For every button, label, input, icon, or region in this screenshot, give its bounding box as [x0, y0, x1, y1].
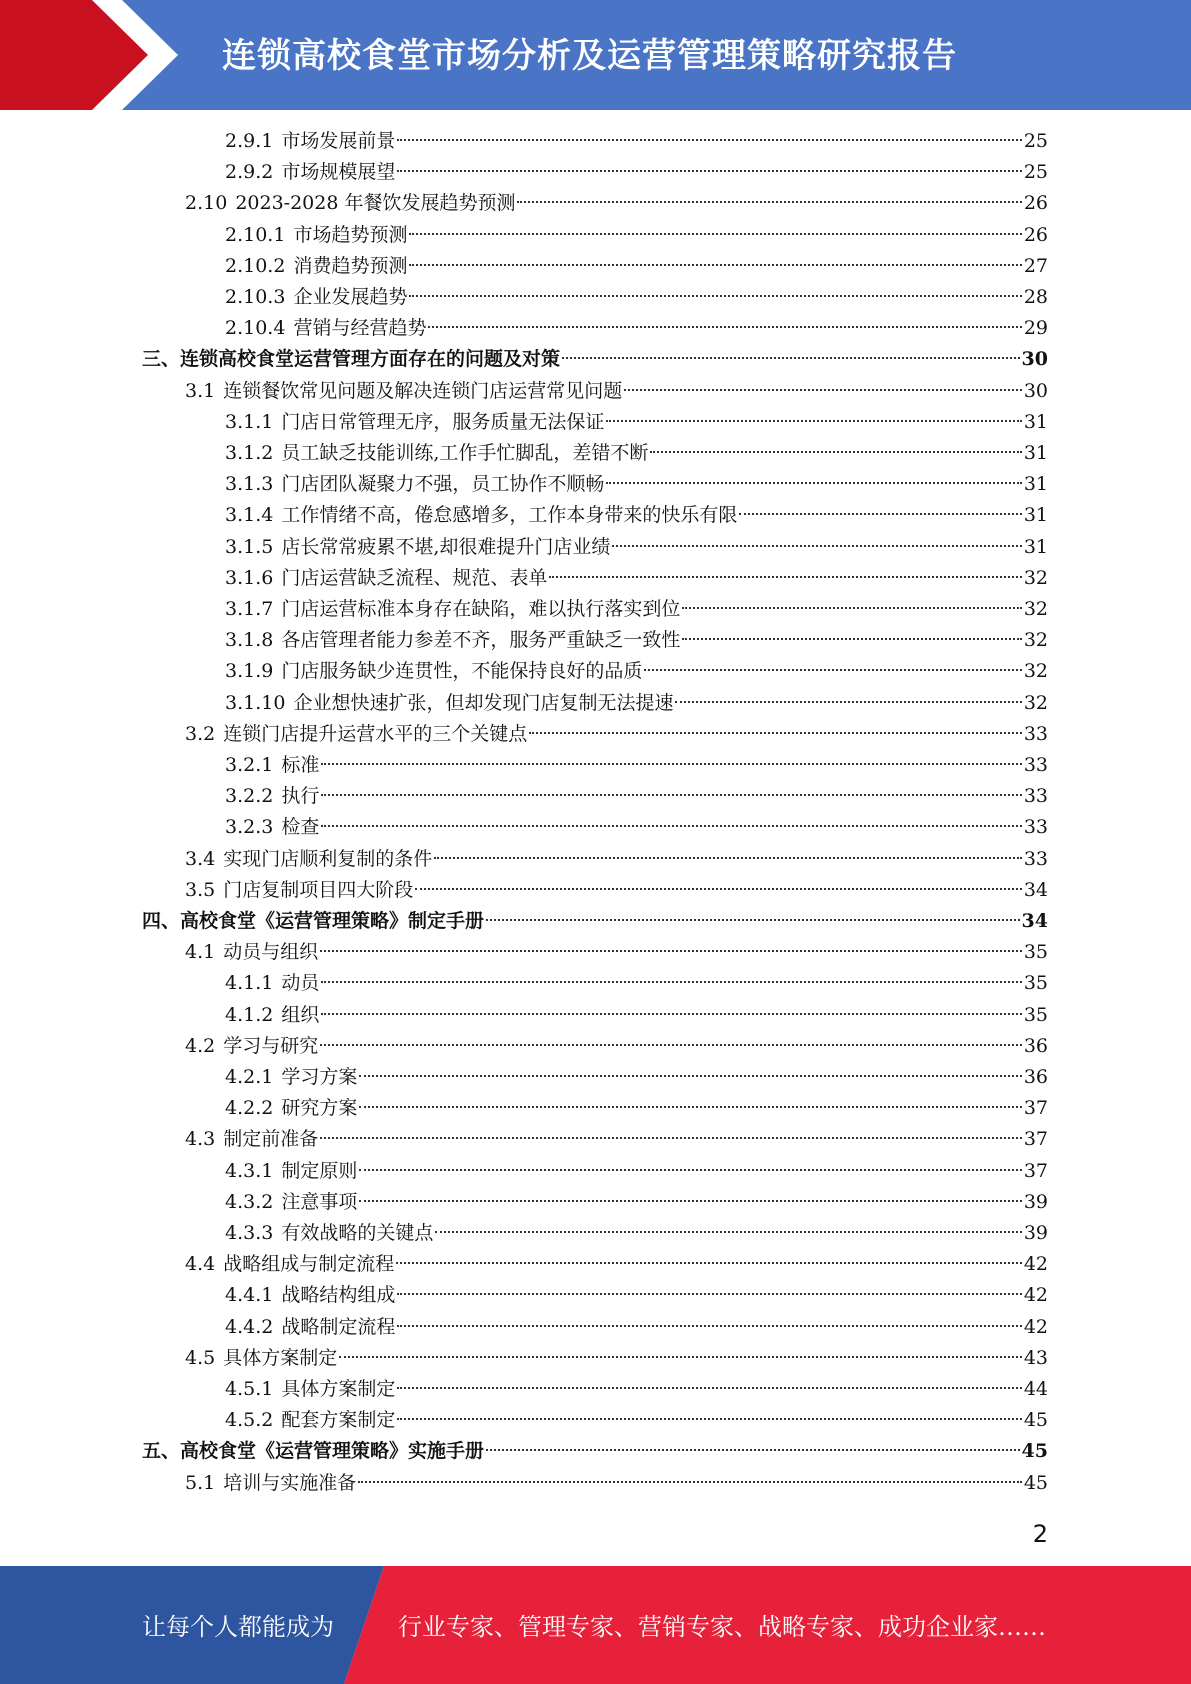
toc-entry-title: 动员与组织: [223, 941, 319, 963]
toc-entry[interactable]: [142, 906, 1048, 937]
toc-entry-number: 4.5: [185, 1347, 216, 1369]
toc-entry-number: 4.3.2: [225, 1191, 274, 1213]
toc-dot-leader: [529, 732, 1022, 734]
toc-entry-page: 28: [1023, 286, 1048, 308]
toc-entry-page: 25: [1023, 161, 1048, 183]
toc-dot-leader: [549, 576, 1021, 578]
toc-entry[interactable]: [225, 220, 1048, 251]
toc-entry-title: 2023-2028 年餐饮发展趋势预测: [235, 192, 516, 214]
toc-entry-page: 37: [1023, 1128, 1048, 1150]
toc-dot-leader: [606, 482, 1021, 484]
toc-entry-number: 四、: [142, 910, 181, 932]
toc-entry-title: 有效战略的关键点: [281, 1222, 434, 1244]
toc-entry-number: 3.1.3: [225, 473, 274, 495]
toc-entry[interactable]: [225, 1218, 1048, 1249]
toc-entry-page: 35: [1023, 972, 1048, 994]
toc-entry-page: 32: [1023, 629, 1048, 651]
toc-entry[interactable]: [225, 625, 1048, 656]
toc-entry-title: 战略结构组成: [281, 1284, 396, 1306]
toc-entry-page: 31: [1023, 504, 1048, 526]
toc-entry-number: 3.2.1: [225, 754, 274, 776]
toc-entry-page: 35: [1023, 941, 1048, 963]
toc-entry[interactable]: [185, 188, 1048, 219]
toc-dot-leader: [606, 420, 1021, 422]
toc-entry-number: 4.2.1: [225, 1066, 274, 1088]
toc-dot-leader: [358, 1481, 1022, 1483]
toc-entry[interactable]: [185, 1031, 1048, 1062]
toc-entry[interactable]: [225, 1374, 1048, 1405]
toc-entry[interactable]: [225, 1062, 1048, 1093]
toc-entry-page: 37: [1023, 1160, 1048, 1182]
toc-entry[interactable]: [185, 1468, 1048, 1499]
toc-dot-leader: [517, 201, 1021, 203]
toc-entry-number: 3.1.7: [225, 598, 274, 620]
toc-entry-number: 五、: [142, 1440, 181, 1462]
toc-entry-number: 2.10.1: [225, 224, 286, 246]
toc-dot-leader: [397, 1325, 1021, 1327]
toc-entry[interactable]: [185, 376, 1048, 407]
toc-dot-leader: [397, 1387, 1021, 1389]
toc-entry-number: 3.4: [185, 848, 216, 870]
toc-entry-title: 门店服务缺少连贯性，不能保持良好的品质: [281, 660, 643, 682]
toc-entry[interactable]: [185, 1343, 1048, 1374]
toc-entry-title: 配套方案制定: [281, 1409, 396, 1431]
toc-entry-page: 31: [1023, 411, 1048, 433]
toc-dot-leader: [397, 1418, 1021, 1420]
toc-dot-leader: [486, 919, 1020, 921]
toc-entry-number: 三、: [142, 348, 181, 370]
toc-dot-leader: [397, 139, 1021, 141]
toc-entry-title: 连锁门店提升运营水平的三个关键点: [223, 723, 528, 745]
toc-entry[interactable]: [185, 1249, 1048, 1280]
toc-entry-title: 学习与研究: [223, 1035, 319, 1057]
toc-dot-leader: [359, 1106, 1021, 1108]
toc-entry-number: 2.10.4: [225, 317, 286, 339]
toc-entry-number: 2.10: [185, 192, 228, 214]
toc-entry[interactable]: [225, 1000, 1048, 1031]
toc-entry-page: 39: [1023, 1191, 1048, 1213]
toc-entry-page: 42: [1023, 1316, 1048, 1338]
toc-entry-title: 连锁餐饮常见问题及解决连锁门店运营常见问题: [223, 380, 623, 402]
toc-entry-number: 2.9.1: [225, 130, 274, 152]
toc-entry-page: 33: [1023, 785, 1048, 807]
toc-entry[interactable]: [185, 875, 1048, 906]
toc-entry-page: 32: [1023, 692, 1048, 714]
toc-entry[interactable]: [225, 563, 1048, 594]
toc-entry-number: 4.5.2: [225, 1409, 274, 1431]
toc-entry[interactable]: [225, 1187, 1048, 1218]
toc-entry-number: 3.1.4: [225, 504, 274, 526]
toc-dot-leader: [397, 170, 1021, 172]
toc-entry-title: 员工缺乏技能训练,工作手忙脚乱，差错不断: [281, 442, 649, 464]
toc-entry-title: 各店管理者能力参差不齐，服务严重缺乏一致性: [281, 629, 681, 651]
toc-entry[interactable]: [185, 937, 1048, 968]
toc-entry-title: 具体方案制定: [223, 1347, 338, 1369]
toc-entry-title: 市场趋势预测: [293, 224, 408, 246]
toc-dot-leader: [321, 794, 1021, 796]
toc-entry-title: 店长常常疲累不堪,却很难提升门店业绩: [281, 536, 611, 558]
toc-entry-number: 3.1.5: [225, 536, 274, 558]
toc-entry-title: 组织: [281, 1004, 320, 1026]
toc-entry-page: 31: [1023, 536, 1048, 558]
toc-entry[interactable]: [225, 812, 1048, 843]
toc-dot-leader: [409, 295, 1021, 297]
toc-entry[interactable]: [225, 594, 1048, 625]
toc-entry-number: 4.2.2: [225, 1097, 274, 1119]
toc-entry[interactable]: [225, 251, 1048, 282]
toc-entry-title: 制定原则: [281, 1160, 358, 1182]
toc-entry[interactable]: [225, 688, 1048, 719]
toc-dot-leader: [409, 264, 1021, 266]
toc-entry-page: 33: [1023, 754, 1048, 776]
toc-entry-page: 29: [1023, 317, 1048, 339]
toc-entry-number: 2.10.2: [225, 255, 286, 277]
toc-entry-number: 4.4.1: [225, 1284, 274, 1306]
toc-entry[interactable]: [225, 1312, 1048, 1343]
toc-entry-number: 4.1: [185, 941, 216, 963]
toc-entry-page: 43: [1023, 1347, 1048, 1369]
toc-entry[interactable]: [185, 719, 1048, 750]
toc-entry-title: 高校食堂《运营管理策略》实施手册: [180, 1440, 485, 1462]
toc-dot-leader: [397, 1293, 1021, 1295]
toc-entry-number: 3.1.9: [225, 660, 274, 682]
toc-entry-title: 注意事项: [281, 1191, 358, 1213]
toc-entry[interactable]: [225, 1093, 1048, 1124]
toc-entry[interactable]: [225, 407, 1048, 438]
toc-entry-page: 30: [1023, 380, 1048, 402]
toc-entry-title: 门店团队凝聚力不强，员工协作不顺畅: [281, 473, 605, 495]
toc-entry-page: 27: [1023, 255, 1048, 277]
toc-entry-number: 3.1.10: [225, 692, 286, 714]
toc-entry-title: 培训与实施准备: [223, 1472, 357, 1494]
toc-entry-number: 3.1.1: [225, 411, 274, 433]
toc-entry-title: 学习方案: [281, 1066, 358, 1088]
header-banner: [0, 0, 1191, 110]
toc-dot-leader: [486, 1449, 1020, 1451]
toc-entry[interactable]: [225, 126, 1048, 157]
toc-dot-leader: [359, 1075, 1021, 1077]
toc-entry-title: 制定前准备: [223, 1128, 319, 1150]
toc-entry[interactable]: [225, 313, 1048, 344]
toc-dot-leader: [321, 825, 1021, 827]
toc-entry[interactable]: [225, 500, 1048, 531]
footer-slogan-left: 让每个人都能成为: [142, 1613, 334, 1641]
toc-dot-leader: [415, 888, 1022, 890]
toc-entry-number: 3.1: [185, 380, 216, 402]
toc-dot-leader: [321, 1013, 1021, 1015]
toc-entry-page: 33: [1023, 723, 1048, 745]
toc-entry-title: 市场规模展望: [281, 161, 396, 183]
toc-entry-title: 门店日常管理无序，服务质量无法保证: [281, 411, 605, 433]
toc-entry-title: 连锁高校食堂运营管理方面存在的问题及对策: [180, 348, 561, 370]
toc-entry-page: 36: [1023, 1066, 1048, 1088]
toc-entry-number: 4.3.1: [225, 1160, 274, 1182]
toc-dot-leader: [320, 1137, 1022, 1139]
toc-entry-number: 3.1.6: [225, 567, 274, 589]
toc-entry-number: 2.10.3: [225, 286, 286, 308]
toc-entry[interactable]: [142, 1436, 1048, 1467]
toc-entry-page: 39: [1023, 1222, 1048, 1244]
toc-entry[interactable]: [185, 1124, 1048, 1155]
toc-entry[interactable]: [225, 656, 1048, 687]
toc-entry-number: 4.3.3: [225, 1222, 274, 1244]
toc-entry[interactable]: [225, 532, 1048, 563]
toc-entry-page: 33: [1023, 816, 1048, 838]
toc-entry-number: 3.1.2: [225, 442, 274, 464]
toc-dot-leader: [320, 950, 1022, 952]
toc-entry-page: 42: [1023, 1284, 1048, 1306]
toc-entry-page: 36: [1023, 1035, 1048, 1057]
toc-dot-leader: [612, 545, 1021, 547]
toc-dot-leader: [739, 513, 1021, 515]
toc-entry-page: 44: [1023, 1378, 1048, 1400]
toc-entry-title: 具体方案制定: [281, 1378, 396, 1400]
toc-entry-title: 市场发展前景: [281, 130, 396, 152]
toc-entry-number: 4.4.2: [225, 1316, 274, 1338]
toc-entry-title: 检查: [281, 816, 320, 838]
toc-entry[interactable]: [225, 968, 1048, 999]
toc-entry[interactable]: [225, 282, 1048, 313]
toc-entry-page: 34: [1023, 879, 1048, 901]
toc-dot-leader: [321, 981, 1021, 983]
toc-entry-title: 战略制定流程: [281, 1316, 396, 1338]
toc-dot-leader: [682, 638, 1021, 640]
toc-entry-number: 4.1.1: [225, 972, 274, 994]
toc-entry-title: 执行: [281, 785, 320, 807]
toc-entry-title: 动员: [281, 972, 320, 994]
toc-entry-page: 37: [1023, 1097, 1048, 1119]
toc-entry-title: 门店复制项目四大阶段: [223, 879, 414, 901]
toc-entry-page: 32: [1023, 567, 1048, 589]
toc-entry[interactable]: [225, 157, 1048, 188]
toc-dot-leader: [644, 669, 1021, 671]
document-title: 连锁高校食堂市场分析及运营管理策略研究报告: [222, 36, 957, 76]
toc-entry-title: 门店运营缺乏流程、规范、表单: [281, 567, 548, 589]
toc-dot-leader: [650, 451, 1021, 453]
toc-entry[interactable]: [225, 750, 1048, 781]
toc-entry-number: 4.2: [185, 1035, 216, 1057]
toc-entry-title: 工作情绪不高，倦怠感增多，工作本身带来的快乐有限: [281, 504, 738, 526]
toc-entry[interactable]: [225, 1280, 1048, 1311]
toc-dot-leader: [321, 763, 1021, 765]
toc-entry-title: 标准: [281, 754, 320, 776]
toc-entry-title: 研究方案: [281, 1097, 358, 1119]
toc-dot-leader: [562, 357, 1020, 359]
toc-entry-number: 3.2.3: [225, 816, 274, 838]
toc-entry-number: 4.5.1: [225, 1378, 274, 1400]
toc-dot-leader: [434, 857, 1022, 859]
toc-entry-page: 31: [1023, 442, 1048, 464]
toc-entry-page: 25: [1023, 130, 1048, 152]
toc-entry-page: 30: [1021, 348, 1048, 370]
toc-entry[interactable]: [142, 344, 1048, 375]
toc-entry-page: 45: [1023, 1409, 1048, 1431]
toc-entry[interactable]: [225, 1156, 1048, 1187]
toc-entry-page: 26: [1023, 192, 1048, 214]
toc-entry-title: 消费趋势预测: [293, 255, 408, 277]
toc-dot-leader: [359, 1200, 1021, 1202]
toc-entry-page: 35: [1023, 1004, 1048, 1026]
toc-entry-title: 实现门店顺利复制的条件: [223, 848, 433, 870]
toc-entry-title: 战略组成与制定流程: [223, 1253, 395, 1275]
toc-entry-number: 4.4: [185, 1253, 216, 1275]
toc-entry-number: 3.5: [185, 879, 216, 901]
toc-entry-number: 3.1.8: [225, 629, 274, 651]
toc-entry-number: 5.1: [185, 1472, 216, 1494]
toc-entry-title: 高校食堂《运营管理策略》制定手册: [180, 910, 485, 932]
toc-entry-title: 企业想快速扩张，但却发现门店复制无法提速: [293, 692, 674, 714]
toc-entry[interactable]: [225, 781, 1048, 812]
toc-dot-leader: [320, 1044, 1022, 1046]
toc-dot-leader: [339, 1356, 1022, 1358]
toc-dot-leader: [428, 326, 1021, 328]
toc-dot-leader: [435, 1231, 1021, 1233]
toc-entry[interactable]: [225, 1405, 1048, 1436]
toc-entry-page: 45: [1021, 1440, 1048, 1462]
page-number: 2: [1032, 1520, 1048, 1548]
toc-entry-page: 42: [1023, 1253, 1048, 1275]
toc-dot-leader: [396, 1262, 1022, 1264]
toc-entry-page: 45: [1023, 1472, 1048, 1494]
toc-dot-leader: [624, 389, 1022, 391]
toc-entry-title: 门店运营标准本身存在缺陷，难以执行落实到位: [281, 598, 681, 620]
toc-entry-page: 33: [1023, 848, 1048, 870]
footer-banner: [0, 1566, 1191, 1684]
toc-entry[interactable]: [185, 844, 1048, 875]
toc-entry-number: 3.2.2: [225, 785, 274, 807]
toc-entry-page: 34: [1021, 910, 1048, 932]
toc-entry[interactable]: [225, 469, 1048, 500]
toc-entry-title: 营销与经营趋势: [293, 317, 427, 339]
toc-entry-page: 32: [1023, 660, 1048, 682]
toc-entry-title: 企业发展趋势: [293, 286, 408, 308]
toc-entry-number: 4.3: [185, 1128, 216, 1150]
toc-dot-leader: [409, 233, 1021, 235]
toc-dot-leader: [675, 701, 1021, 703]
toc-entry-number: 4.1.2: [225, 1004, 274, 1026]
toc-dot-leader: [682, 607, 1021, 609]
toc-entry-page: 31: [1023, 473, 1048, 495]
toc-entry-number: 2.9.2: [225, 161, 274, 183]
toc-dot-leader: [359, 1169, 1021, 1171]
footer-slogan-right: 行业专家、管理专家、营销专家、战略专家、成功企业家……: [398, 1613, 1046, 1641]
toc-entry-page: 32: [1023, 598, 1048, 620]
toc-entry-page: 26: [1023, 224, 1048, 246]
toc-entry[interactable]: [225, 438, 1048, 469]
toc-entry-number: 3.2: [185, 723, 216, 745]
